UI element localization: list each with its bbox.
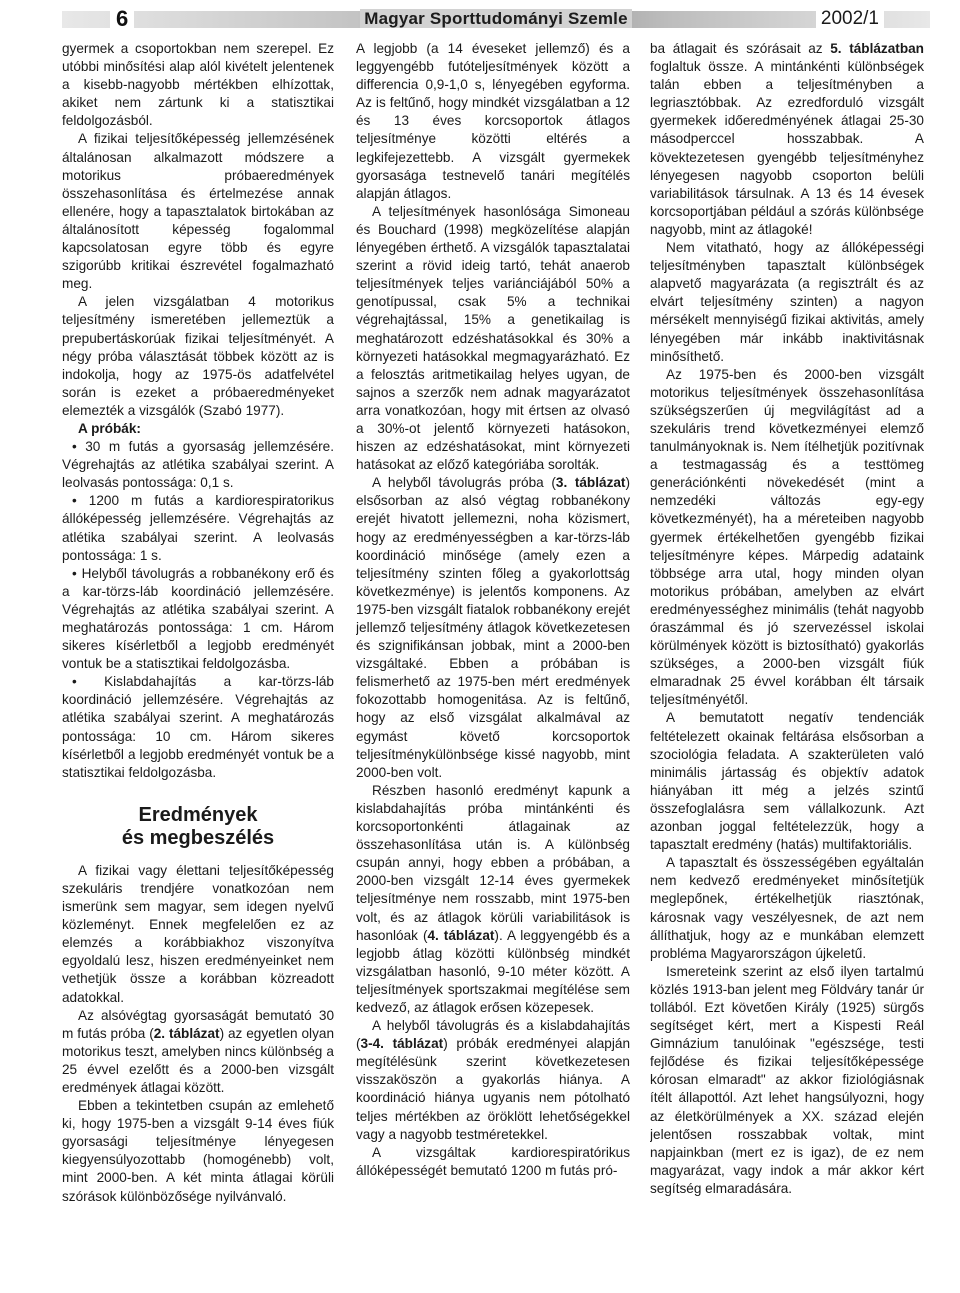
section-heading [62,804,334,850]
col1-paragraph-1: gyermek a csoportokban nem szerepel. Ez utóbbi minősítési alap alól kivételt jelentenek a kisebb-nagyobb mértékben elhízottak, akiket nem zártunk ki a statisztikai feldolgozásból. [62,41,334,129]
col3-paragraph-1 [650,40,924,239]
table-5-reference: 5. táblázatban [830,41,924,56]
col2-paragraph-1: A legjobb (a 14 éveseket jellemző) és a leggyengébb futóteljesítmények között a differencia 0,9-1,0 s, lényegében egyforma. Az is feltűnő, hogy mindkét vizsgálatban a 12 és 13 éves korcsoportok átlagos teljesítménye közötti eltérés a legkifejezettebb. A vizsgált gyermekek gyorsasága testnevelő tanári megítélés alapján átlagos. [356,41,630,201]
journal-title-text: Magyar Sporttudományi Szemle [360,9,632,28]
col2-p4-text-b: ). A leggyengébb és a legjobb átlag közötti különbség mindkét vizsgálatban hasonló, 9-10 méter között. A teljesítmények sportszakmai megítélése sem kedvező, az átlagok erősen közepesek. [356,927,630,1015]
col1-paragraph-6: Ebben a tekintetben csupán az emlehető ki, hogy 1975-ben a vizsgált 9-14 éves fiúk gyorsasági teljesítménye lényegesen kiegyensúlyozottabb (homogénebb) volt, mint 2000-ben. A két minta átlagai körüli szórások különbözősége nyilvánvaló. [62,1098,334,1204]
col3-paragraph-3: Az 1975-ben és 2000-ben vizsgált motorikus teljesítmények összehasonlítása szükségszerűen új megvilágítást ad a szekuláris trend következményei elemző tanulmányoknak is. Nem ítélhetjük pozitívnak a testmagasság és a testtömeg generációnkénti növekedését (mint a nemzedéki változás egy-egy következményét), ha a méreteiben nagyobb gyermek értékelhetően gyengébb fizikai teljesítményre képes. Márpedig adataink többsége arra utal, hogy minden olyan motorikus próbában, amelyben az elvárt eredményességhez minimális (tehát nagyobb óraszámmal és jó szervezéssel iskolai körülmények között is biztosítható) gyakorlás szükséges, a 2000-ben vizsgált fiúk elmaradnak 25 évvel korábban élt társaik teljesítményétől. [650,366,924,708]
col2-paragraph-4 [356,782,630,1017]
column-2 [356,40,630,1290]
col2-p5-text-b: ) próbák eredményei alapján megítélésünk szerint következetesen visszaköszön a gyakorlás hiánya. A koordináció hiánya ugyanis nem pótolható teljes mértékben az öröklött lehetőségekkel vagy a nagyobb testméretekkel. [356,1036,630,1142]
col1-paragraph-4: A fizikai vagy élettani teljesítőképesség szekuláris trendjére vonatkozóan nem ismerünk sem magyar, sem idegen nyelvű közleményt. Ennek megfelelően ez az elemzés a korábbiakhoz viszonyítva egyoldalú lesz, hiszen eredményeinket nem vethetjük össze a korábban közreadott adatokkal. [62,862,334,1005]
running-header [62,6,930,32]
col3-p1-text-b: foglaltuk össze. A mintánkénti különbségek talán ebben a teljesítményben a legriasztóbbak. Az ezredforduló vizsgált gyermekek időeredményének átlagai 25-30 másodperccel hosszabbak. A kövektezetesen gyengébb teljesítményhez lényegesen nagyobb csoporton belüli variabilitások társulnak. A 13 és 14 évesek korcsoportjában például a szórás különbsége nagyobb, mint az átlagoké! [650,59,924,237]
journal-title [62,6,930,32]
col2-p4-text-a: Részben hasonló eredményt kapunk a kislabdahajítás próba mintánkénti és korcsoportonkénti átlagainak az összehasonlítása után is. A különbség csupán annyi, hogy ebben a próbában, a 2000-ben vizsgált 12-14 éves gyermekek teljesítménye nem rosszabb, mint 1975-ben volt, és az átlagok körüli variabilitások is hasonlóak ( [356,782,630,943]
col3-paragraph-6: Ismereteink szerint az első ilyen tartalmú közlés 1913-ban jelent meg Földváry tanár úr tollából. Ezt követően Király (1925) sürgős segítséget kért, mert a Kispesti Reál Gimnázium tanulóinak "egészsége, testi fejlődése és fizikai teljesítőképessége kórosan elmaradt" az akkor fiziológiásnak ítélt állapottól. Azt lehet hangsúlyozni, hogy az életkörülmények a XX. század elején jelentősen rosszabbak voltak, mint napjainkban (mert ez is igaz), de ez nem magyarázat, vagy indok a már akkor kért segítség elmaradására. [650,963,924,1196]
test-ball-throw: • Kislabdahajítás a kar-törzs-láb koordináció jellemzésére. Végrehajtás az atlétika szabályai szerint. A meghatározás pontossága: 10 cm. Három sikeres kísérletből a legjobb eredményét vontuk be a statisztikai feldolgozásba. [62,674,334,780]
col1-paragraph-2: A fizikai teljesítőképesség jellemzésének általánosan alkalmazott módszere a motorikus próbaeredmények összehasonlítása és értelmezése annak ellenére, hogy a tapasztalatok birtokában az általánosított képesség fogalommal kapcsolatosan egyre több és egyre szigorúbb kritikai észrevétel fogalmazható meg. [62,131,334,292]
table-2-reference: 2. táblázat [153,1025,220,1041]
col1-paragraph-3: A jelen vizsgálatban 4 motorikus teljesítmény ismeretében jellemeztük a prepubertáskorúak fizikai teljesítményét. A négy próba választását többek között az is indokolja, hogy az 1975-ös adatfelvétel során is ezeket a próbaeredményeket elemezték a vizsgálók (Szabó 1977). [62,294,334,418]
tests-label: A próbák: [78,420,141,436]
col2-paragraph-3 [356,474,630,782]
col1-paragraph-5 [62,1007,334,1097]
column-3 [650,40,924,1290]
col2-p3-text-a: A helyből távolugrás próba ( [372,475,556,491]
col2-p3-text-b: ) elsősorban az alsó végtag robbanékony erejét hivatott jellemezni, noha közismert, hogy az eredményességben a kar-törzs-láb koordináció minősége (amely ezen a teljesítmény szinten főleg a gyakorlottság következménye) is jelentős komponens. Az 1975-ben vizsgált fiatalok robbanékony erejét jellemző teljesítmény átlagok következetesen és szignifikánsan jobbak, mint a 2000-ben vizsgáltaké. Ebben a próbában is felismerhető az 1975-ben mért eredmények fokozottabb homogenitása. Az is feltűnő, hogy az első vizsgálat alkalmával az egymást követő korcsoportok teljesítménykülönbsége kissé nagyobb, mint 2000-ben volt. [356,475,630,780]
col2-paragraph-5 [356,1017,630,1144]
table-4-reference: 4. táblázat [427,927,495,943]
col1-p5-text-a: Az alsóvégtag gyorsaságát bemutató 30 m futás próba ( [62,1007,334,1041]
column-1 [62,40,334,1290]
section-heading-line-2: és megbeszélés [121,826,275,849]
table-3-4-reference: 3-4. táblázat [360,1036,444,1052]
col1-p5-text-b: ) az egyetlen olyan motorikus teszt, amelyben nincs különbség a 25 évvel ezelőtt és a 2000-ben vizsgált eredmények átlagai között. [62,1025,334,1095]
test-standing-long-jump: • Helyből távolugrás a robbanékony erő és a kar-törzs-láb koordináció jellemzésére. Végrehajtás az atlétika szabályai szerint. A meghatározás pontossága: 1 cm. Három sikeres kísérletből a legjobb eredményét vontuk be a statisztikai feldolgozásba. [62,565,334,672]
col3-paragraph-2: Nem vitatható, hogy az állóképességi teljesítményben tapasztalt különbségek alapvető magyarázata (a regisztrált és az elvárt teljesítmény szinten) a nagyon mérsékelt mennyiségű fizikai aktivitás, amely lényegében már inkább inaktivitásnak minősíthető. [650,240,924,364]
col2-p5-text-a: A helyből távolugrás és a kislabdahajítás ( [356,1018,630,1052]
col3-paragraph-5: A tapasztalt és összességében egyáltalán nem kedvező eredményeket minősítetjük meglepőnek, értékelhetjük riasztónak, károsnak vagy veszélyesnek, de azt nem állíthatjuk, hogy az e munkában elemzett probléma Magyarországon újkeletű. [650,855,924,961]
col2-paragraph-2: A teljesítmények hasonlósága Simoneau és Bouchard (1998) megközelítése alapján lényegében érthető. A vizsgálók tapasztalatai szerint a rövid ideig tartó, tehát anaerob teljesítmények teljes variánciájából 50% a genotípussal, csak 5% a technikai végrehajtással, 15% a genetikailag is meghatározott edzéshatásokkal és 30% a környezeti hatásokkal megmagyarázható. Ez a felosztás aritmetikailag helyes ugyan, de sajnos a szerzők nem adnak magyarázatot arra vonatkozóan, hogy mit értsen az olvasó a 30%-ot jelentő környezeti hatásokon, hiszen az edzéshatásokat, mint környezeti hatásokat az előző kategóriába sorolták. [356,203,630,473]
test-1200m-run: • 1200 m futás a kardiorespiratorikus állóképesség jellemzésére. Végrehajtás az atlétika szabályai szerint. A leolvasás pontossága: 1 s. [62,493,334,563]
col3-paragraph-4: A bemutatott negatív tendenciák feltételezett okainak feltárása elsősorban a szociológia feladata. A szakterületen való minimális jártasság és objektív adatok hiányában itt még a jelzés szintű összefoglalásra sem vállalkozunk. Azt azonban joggal feltételezzük, hogy a tapasztalt eredmény (hatás) multifaktoriális. [650,710,924,853]
col2-paragraph-6: A vizsgáltak kardiorespiratórikus állóképességét bemutató 1200 m futás pró- [356,1144,630,1178]
table-3-reference: 3. táblázat [555,475,626,491]
test-30m-run: • 30 m futás a gyorsaság jellemzésére. Végrehajtás az atlétika szabályai szerint. A leolvasás pontossága: 0,1 s. [62,439,334,491]
page-number: 6 [110,6,134,32]
issue-number: 2002/1 [816,6,884,32]
section-heading-line-1: Eredmények [138,803,258,826]
col3-p1-text-a: ba átlagait és szórásait az [650,41,831,56]
